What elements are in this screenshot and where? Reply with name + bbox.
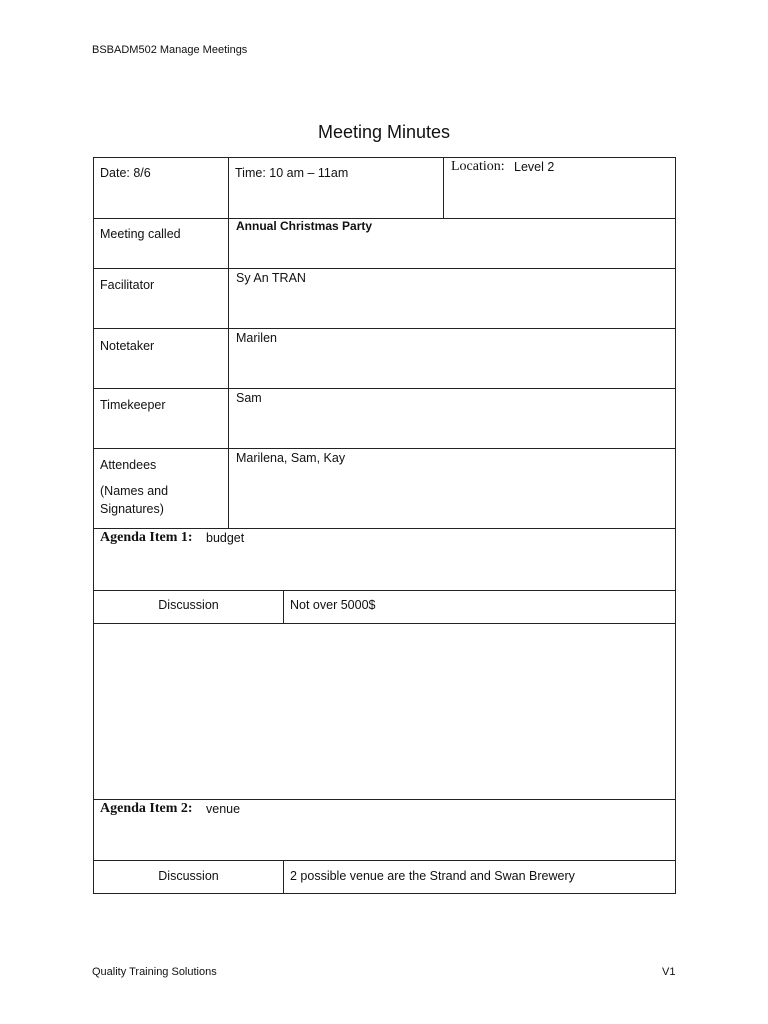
attendees-sublabel: (Names and Signatures) bbox=[100, 484, 169, 517]
agenda-item-1-discussion-value: Not over 5000$ bbox=[290, 598, 376, 612]
agenda-item-1-topic: budget bbox=[206, 531, 245, 545]
facilitator-value: Sy An TRAN bbox=[236, 271, 306, 285]
facilitator-label: Facilitator bbox=[100, 278, 155, 292]
notetaker-value: Marilen bbox=[236, 331, 277, 345]
agenda-item-2-discussion-value: 2 possible venue are the Strand and Swan Brewery bbox=[290, 869, 575, 883]
footer-organization: Quality Training Solutions bbox=[92, 966, 217, 978]
date-text: Date: 8/6 bbox=[100, 166, 151, 180]
notetaker-label: Notetaker bbox=[100, 339, 155, 353]
agenda-item-1-discussion-label: Discussion bbox=[158, 598, 219, 612]
meeting-called-value: Annual Christmas Party bbox=[236, 219, 373, 233]
agenda-item-2-label: Agenda Item 2: bbox=[100, 801, 193, 816]
location-label: Location: bbox=[451, 159, 505, 174]
attendees-label: Attendees bbox=[100, 458, 157, 472]
notetaker-value-cell bbox=[228, 328, 676, 389]
agenda-item-2-topic: venue bbox=[206, 802, 241, 816]
agenda-item-1-label: Agenda Item 1: bbox=[100, 530, 193, 545]
location-value: Level 2 bbox=[514, 160, 555, 174]
attendees-value: Marilena, Sam, Kay bbox=[236, 451, 346, 465]
page-title: Meeting Minutes bbox=[317, 122, 451, 142]
agenda-item-2-discussion-label: Discussion bbox=[158, 869, 219, 883]
timekeeper-label: Timekeeper bbox=[100, 398, 166, 412]
timekeeper-value-cell bbox=[228, 388, 676, 449]
agenda-item-1-notes-area bbox=[93, 623, 676, 800]
time-text: Time: 10 am – 11am bbox=[235, 166, 349, 180]
timekeeper-value: Sam bbox=[236, 391, 262, 405]
document-header: BSBADM502 Manage Meetings bbox=[92, 44, 248, 56]
meeting-called-label: Meeting called bbox=[100, 227, 181, 241]
footer-version: V1 bbox=[662, 966, 676, 978]
